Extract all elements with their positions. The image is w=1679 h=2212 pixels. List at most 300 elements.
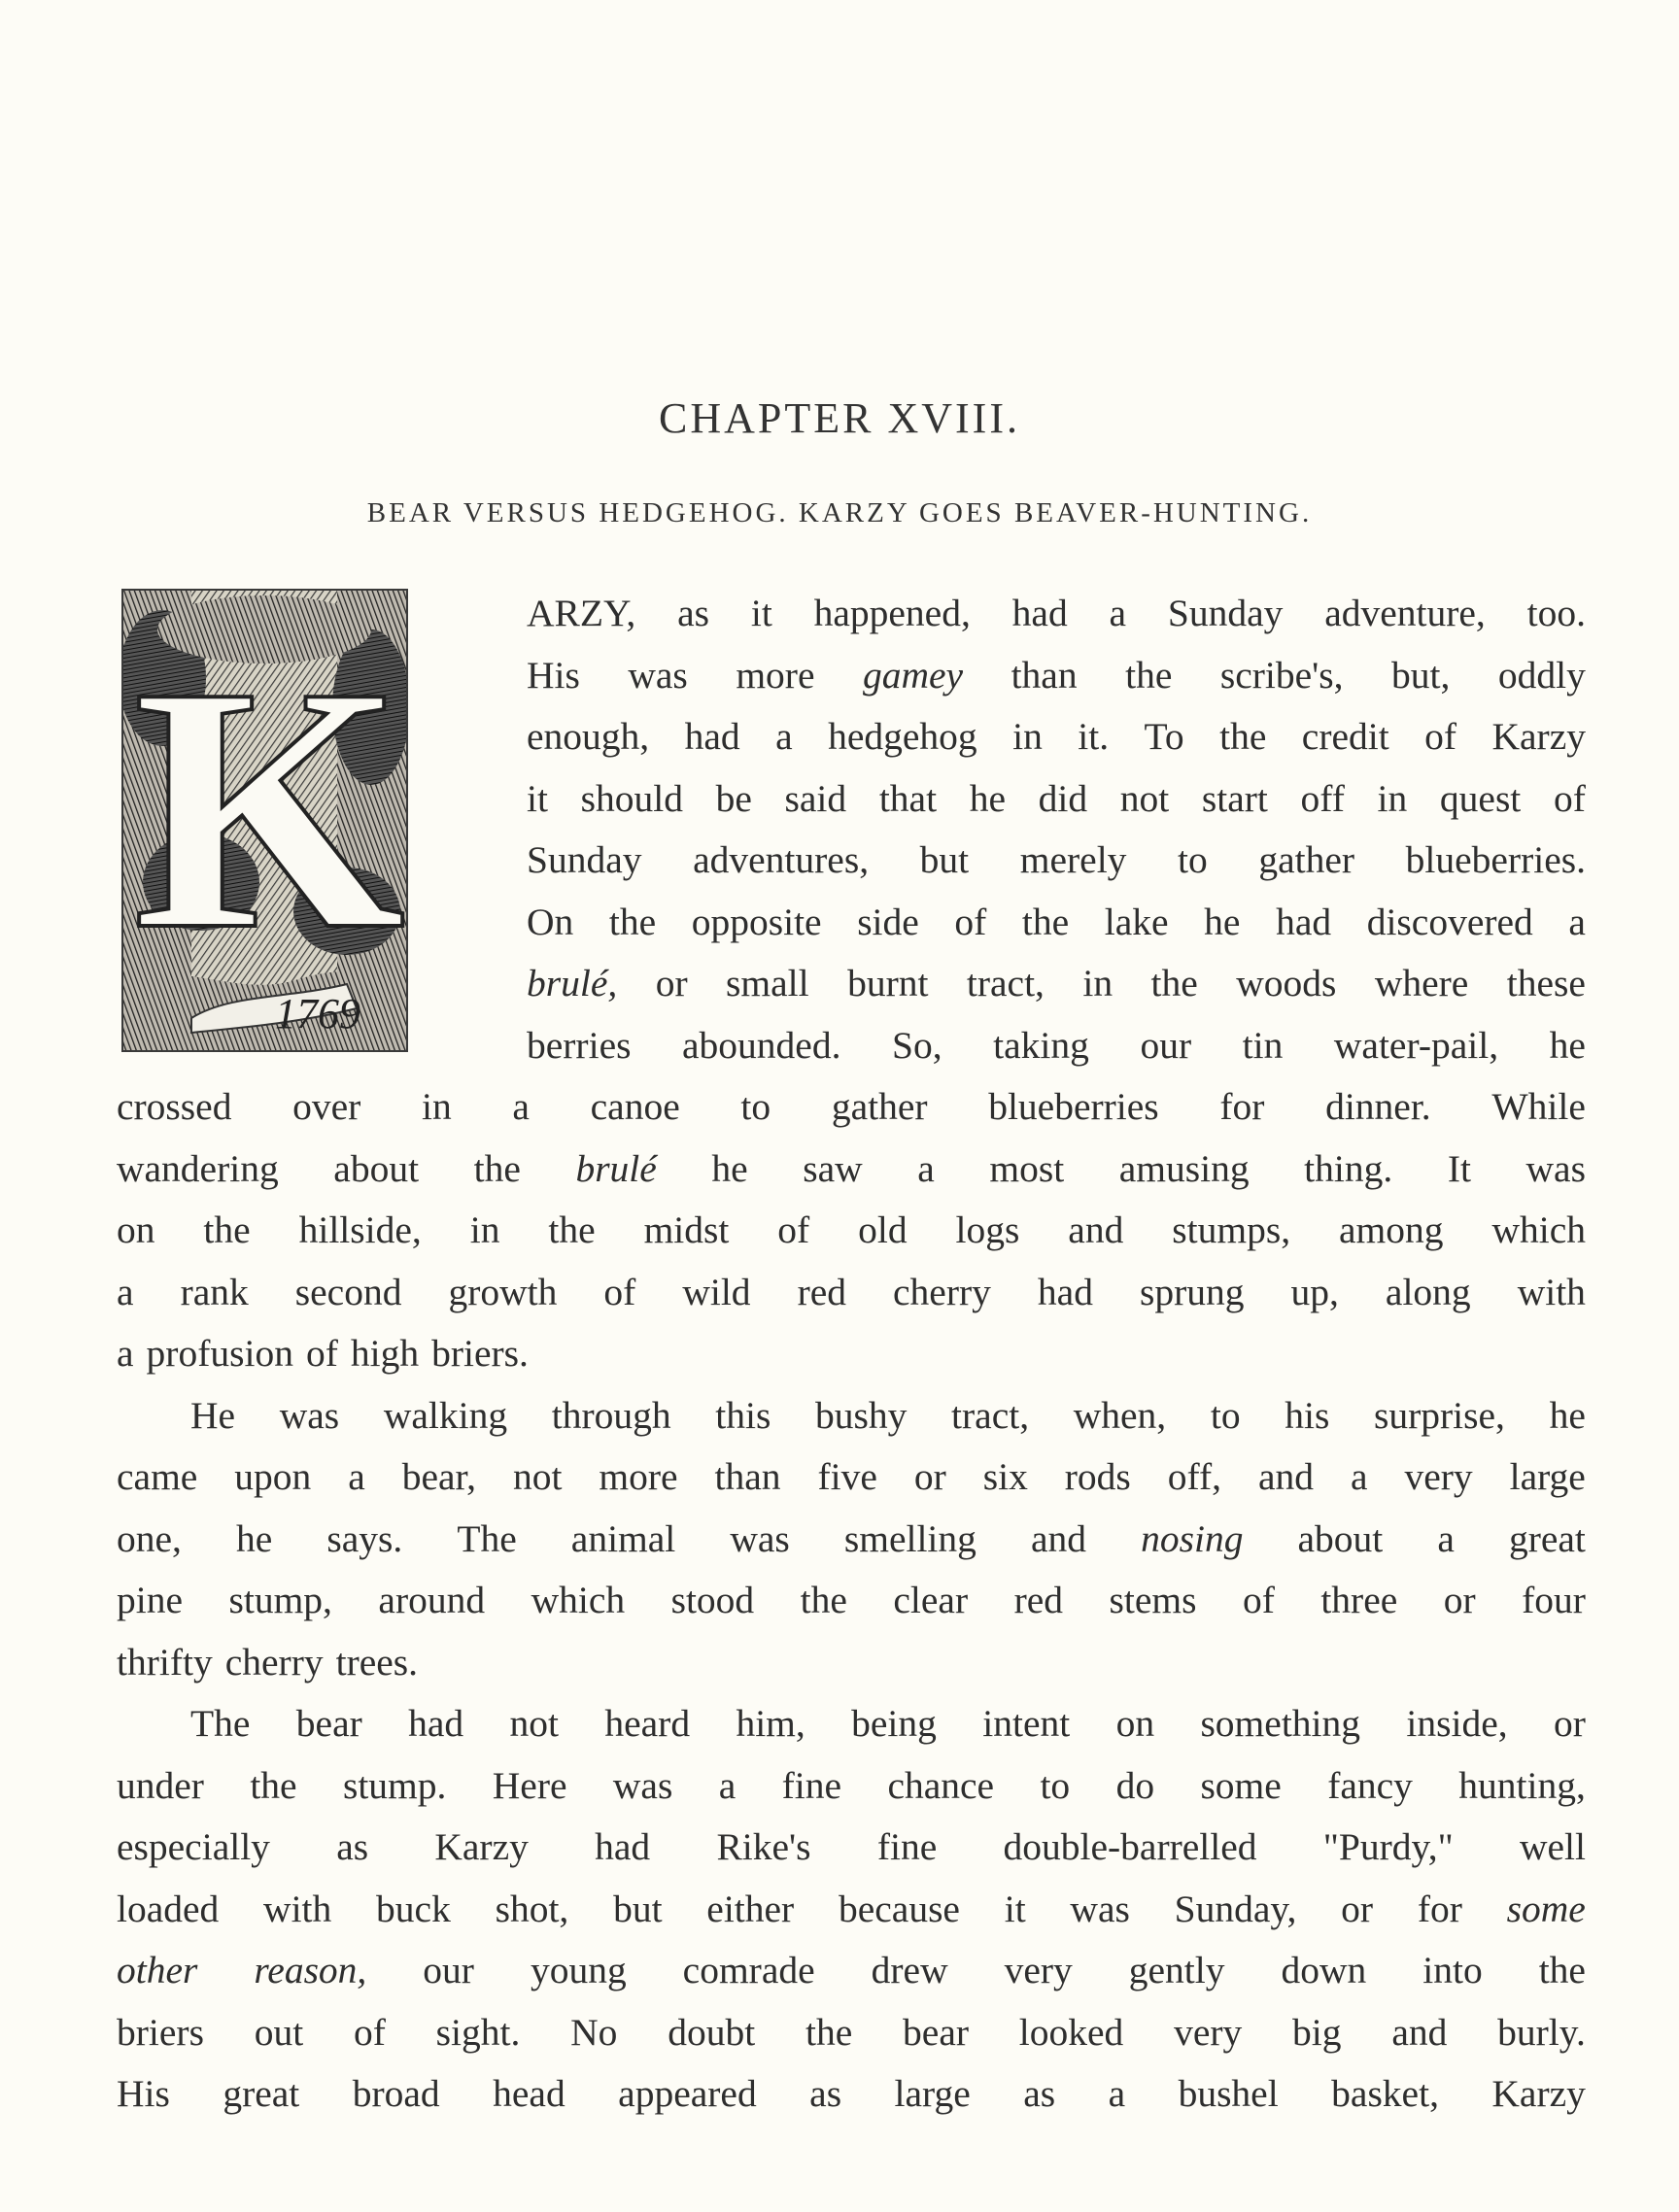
word: down [1281, 1949, 1367, 1991]
word: these [1506, 962, 1586, 1004]
word: not [509, 1702, 559, 1745]
word: Here [492, 1763, 567, 1807]
word: other [117, 1949, 198, 1991]
word: berries [527, 1023, 632, 1067]
word: oddly [1497, 653, 1586, 697]
word: for [1417, 1887, 1462, 1930]
word: on [1115, 1702, 1155, 1745]
word: the [1538, 1949, 1586, 1991]
text-line [117, 1817, 1586, 1879]
word: abounded. [682, 1023, 841, 1067]
word: or [1443, 1579, 1476, 1621]
word: stumps, [1172, 1208, 1291, 1251]
word: he [1549, 1393, 1586, 1437]
word: but [919, 838, 970, 881]
word: being [851, 1702, 937, 1745]
word: had [1011, 592, 1068, 634]
word: about [333, 1146, 420, 1190]
word: very [1174, 2010, 1243, 2054]
text-line [117, 1385, 1586, 1447]
word: or [655, 962, 688, 1004]
word: the [548, 1208, 596, 1251]
word: broad [352, 2072, 440, 2115]
word: clear [893, 1579, 969, 1621]
word: especially [117, 1825, 270, 1868]
word: loaded [117, 1887, 220, 1930]
word: large [1509, 1455, 1586, 1498]
word: bear [903, 2010, 969, 2054]
word: red [797, 1270, 846, 1313]
word: a [117, 1332, 134, 1375]
word: Karzy [1491, 715, 1586, 758]
word: as [809, 2072, 842, 2115]
word: which [531, 1579, 626, 1621]
word: blueberries [988, 1085, 1159, 1128]
word: a [512, 1085, 530, 1128]
word: says. [326, 1516, 403, 1560]
chapter-title: CHAPTER XVIII. [659, 394, 1020, 442]
word: most [989, 1146, 1065, 1190]
word: off [1300, 776, 1345, 820]
word: bear [295, 1702, 362, 1745]
word: one, [117, 1516, 182, 1560]
word: in [1082, 962, 1114, 1004]
word: On [527, 900, 574, 943]
word: do [1115, 1763, 1155, 1807]
word: a [718, 1763, 737, 1807]
word: wild [682, 1270, 751, 1313]
word: burnt [847, 962, 929, 1004]
word: of [954, 900, 987, 943]
word: gently [1128, 1949, 1225, 1991]
word: a [1108, 2072, 1126, 2115]
word: canoe [590, 1085, 680, 1128]
word: around [378, 1579, 486, 1621]
word: not [512, 1455, 563, 1498]
text-line [117, 892, 1586, 954]
word: was [612, 1763, 673, 1807]
word: dinner. [1325, 1085, 1431, 1128]
word: hillside, [298, 1208, 422, 1251]
word: lake [1104, 900, 1169, 943]
word: pine [117, 1579, 184, 1621]
word: was [628, 653, 688, 697]
word: large [894, 2072, 971, 2115]
text-line [117, 645, 1586, 707]
word: three [1320, 1579, 1398, 1621]
word: midst [643, 1208, 730, 1251]
word: Sunday [1167, 592, 1284, 634]
word: opposite [691, 900, 822, 943]
word: logs [955, 1208, 1020, 1251]
word: the [1021, 900, 1070, 943]
text-line [117, 830, 1586, 892]
word: To [1144, 715, 1184, 758]
word: about [1297, 1516, 1384, 1560]
word: said [784, 776, 847, 820]
word: upon [234, 1455, 312, 1498]
word: surprise, [1374, 1393, 1505, 1437]
word: very [1004, 1949, 1073, 1991]
word: some [1506, 1887, 1586, 1930]
word: tract, [951, 1393, 1030, 1437]
word: wandering [117, 1146, 279, 1190]
word: with [1517, 1270, 1586, 1313]
word: a [1437, 1516, 1455, 1560]
word: his [1285, 1393, 1330, 1437]
word: but, [1391, 653, 1451, 697]
word: trees. [335, 1640, 419, 1684]
word: a [1568, 900, 1586, 943]
word: of [1553, 776, 1586, 820]
word: up, [1290, 1270, 1339, 1313]
word: where [1374, 962, 1469, 1004]
word: the [608, 900, 657, 943]
word: buck [376, 1887, 451, 1930]
word: scribe's, [1219, 653, 1344, 697]
word: ARZY, [527, 592, 636, 634]
word: "Purdy," [1322, 1825, 1454, 1868]
word: Sunday [527, 838, 642, 881]
word: as [336, 1825, 369, 1868]
word: through [551, 1393, 671, 1437]
word: for [1219, 1085, 1265, 1128]
text-line [117, 1446, 1586, 1509]
word: brulé [575, 1146, 657, 1190]
word: His [527, 653, 580, 697]
word: when, [1073, 1393, 1167, 1437]
word: stood [670, 1579, 755, 1621]
word: bear, [401, 1455, 476, 1498]
word: fine [876, 1825, 938, 1868]
word: too. [1526, 592, 1586, 634]
word: great [1508, 1516, 1586, 1560]
word: His [117, 2072, 170, 2115]
word: well [1519, 1825, 1586, 1868]
word: taking [993, 1023, 1089, 1067]
word: a [348, 1455, 365, 1498]
word: it [1004, 1887, 1026, 1930]
word: The [190, 1702, 251, 1745]
word: had [1276, 900, 1332, 943]
text-line [117, 2002, 1586, 2064]
word: It [1447, 1146, 1471, 1190]
word: over [292, 1085, 361, 1128]
word: than [714, 1455, 781, 1498]
text-line [117, 1693, 1586, 1755]
word: he [235, 1516, 273, 1560]
word: rods [1064, 1455, 1131, 1498]
word: or [1553, 1702, 1586, 1745]
word: amusing [1118, 1146, 1250, 1190]
text-line [117, 1139, 1586, 1201]
word: the [800, 1579, 847, 1621]
word: him, [736, 1702, 805, 1745]
word: was [1070, 1887, 1130, 1930]
word: he [711, 1146, 748, 1190]
word: of [353, 2010, 386, 2054]
word: Karzy [434, 1825, 529, 1868]
word: the [1150, 962, 1198, 1004]
word: or [1341, 1887, 1374, 1930]
word: along [1385, 1270, 1471, 1313]
word: among [1339, 1208, 1444, 1251]
word: than [1011, 653, 1078, 697]
word: appeared [618, 2072, 757, 2115]
word: the [473, 1146, 521, 1190]
word: of [1242, 1579, 1275, 1621]
text-line [117, 706, 1586, 768]
word: should [580, 776, 683, 820]
word: he [1204, 900, 1241, 943]
word: Rike's [716, 1825, 811, 1868]
word: So, [892, 1023, 942, 1067]
word: he [1549, 1023, 1586, 1067]
word: because [838, 1887, 960, 1930]
word: sprung [1139, 1270, 1245, 1313]
word: enough, [527, 715, 650, 758]
word: it [527, 776, 548, 820]
word: While [1491, 1085, 1586, 1128]
word: thing. [1304, 1146, 1393, 1190]
word: fine [781, 1763, 842, 1807]
word: briers [117, 2010, 204, 2054]
word: The [457, 1516, 517, 1560]
word: profusion [146, 1332, 293, 1375]
word: Karzy [1491, 2072, 1586, 2115]
word: woods [1236, 962, 1337, 1004]
word: sight. [435, 2010, 521, 2054]
word: second [294, 1270, 402, 1313]
word: out [254, 2010, 304, 2054]
word: reason, [254, 1949, 367, 1991]
word: on [117, 1208, 155, 1251]
word: did [1038, 776, 1088, 820]
word: thrifty [117, 1640, 213, 1684]
word: and [1257, 1455, 1314, 1498]
word: stems [1109, 1579, 1197, 1621]
word: a [917, 1146, 935, 1190]
word: six [982, 1455, 1028, 1498]
word: gather [1258, 838, 1355, 881]
word: and [1068, 1208, 1124, 1251]
text-line [117, 1076, 1586, 1139]
word: adventures, [693, 838, 870, 881]
word: it. [1078, 715, 1110, 758]
word: burly. [1497, 2010, 1586, 2054]
word: of [1424, 715, 1457, 758]
word: No [570, 2010, 618, 2054]
word: stump. [342, 1763, 447, 1807]
word: a [1109, 592, 1127, 634]
word: and [1030, 1516, 1087, 1560]
text-line [117, 2063, 1586, 2126]
word: a [775, 715, 793, 758]
word: adventure, [1324, 592, 1486, 634]
word: old [858, 1208, 908, 1251]
word: gather [831, 1085, 928, 1128]
word: crossed [117, 1085, 232, 1128]
text-line [117, 1632, 1586, 1694]
text-line [117, 1570, 1586, 1632]
word: of [305, 1332, 338, 1375]
text-line [117, 1200, 1586, 1262]
word: the [250, 1763, 297, 1807]
word: our [423, 1949, 474, 1991]
text-line [117, 1262, 1586, 1324]
drop-cap-date: 1769 [275, 990, 360, 1038]
word: not [1119, 776, 1170, 820]
word: cherry [893, 1270, 991, 1313]
word: this [715, 1393, 771, 1437]
word: double-barrelled [1003, 1825, 1257, 1868]
word: with [263, 1887, 332, 1930]
word: growth [448, 1270, 558, 1313]
text-line [117, 1323, 1586, 1385]
word: in [1377, 776, 1408, 820]
word: animal [570, 1516, 676, 1560]
word: hedgehog [828, 715, 977, 758]
word: in [1012, 715, 1043, 758]
text-line [117, 583, 1586, 645]
word: great [223, 2072, 300, 2115]
word: looked [1018, 2010, 1124, 2054]
word: had [595, 1825, 651, 1868]
word: doubt [668, 2010, 756, 2054]
word: saw [803, 1146, 863, 1190]
word: four [1522, 1579, 1586, 1621]
word: the [1219, 715, 1267, 758]
word: discovered [1366, 900, 1533, 943]
word: tract, [966, 962, 1045, 1004]
word: was [730, 1516, 790, 1560]
word: off, [1167, 1455, 1221, 1498]
word: under [117, 1763, 204, 1807]
word: high [350, 1332, 420, 1375]
word: shot, [495, 1887, 569, 1930]
text-line [117, 953, 1586, 1015]
word: water-pail, [1333, 1023, 1499, 1067]
word: as [1023, 2072, 1056, 2115]
word: rank [180, 1270, 249, 1313]
word: the [203, 1208, 251, 1251]
word: came [117, 1455, 198, 1498]
word: had [684, 715, 740, 758]
text-line [117, 1940, 1586, 2002]
text-line [117, 1879, 1586, 1941]
word: credit [1301, 715, 1389, 758]
word: He [190, 1393, 236, 1437]
word: blueberries. [1405, 838, 1586, 881]
word: brulé, [527, 962, 618, 1004]
word: tin [1242, 1023, 1284, 1067]
word: big [1292, 2010, 1342, 2054]
word: be [715, 776, 752, 820]
word: young [530, 1949, 627, 1991]
word: our [1140, 1023, 1192, 1067]
word: more [736, 653, 815, 697]
word: but [613, 1887, 663, 1930]
word: which [1491, 1208, 1586, 1251]
word: fancy [1327, 1763, 1413, 1807]
text-line [117, 768, 1586, 831]
word: into [1422, 1949, 1483, 1991]
text-line [117, 1015, 1586, 1077]
word: comrade [682, 1949, 815, 1991]
word: either [706, 1887, 795, 1930]
word: bushy [815, 1393, 908, 1437]
word: smelling [843, 1516, 977, 1560]
text-line [117, 1509, 1586, 1571]
word: of [603, 1270, 636, 1313]
chapter-subtitle: BEAR VERSUS HEDGEHOG. KARZY GOES BEAVER-HUNTING. [366, 497, 1313, 528]
word: in [469, 1208, 500, 1251]
word: that [878, 776, 938, 820]
word: inside, [1406, 1702, 1508, 1745]
word: hunting, [1458, 1763, 1586, 1807]
word: more [599, 1455, 678, 1498]
word: to [1210, 1393, 1241, 1437]
word: had [1037, 1270, 1093, 1313]
word: a [1350, 1455, 1368, 1498]
word: he [969, 776, 1006, 820]
word: nosing [1141, 1516, 1244, 1560]
word: was [1525, 1146, 1586, 1190]
word: the [805, 2010, 853, 2054]
word: was [279, 1393, 340, 1437]
word: small [726, 962, 809, 1004]
word: red [1013, 1579, 1064, 1621]
word: had [408, 1702, 464, 1745]
body-text [117, 583, 1586, 2126]
word: briers. [431, 1332, 529, 1375]
word: basket, [1331, 2072, 1439, 2115]
word: to [1178, 838, 1208, 881]
word: in [422, 1085, 452, 1128]
word: intent [982, 1702, 1071, 1745]
word: side [857, 900, 919, 943]
word: to [740, 1085, 771, 1128]
word: cherry [224, 1640, 324, 1684]
word: happened, [813, 592, 971, 634]
word: or [913, 1455, 946, 1498]
word: to [1040, 1763, 1071, 1807]
word: quest [1439, 776, 1522, 820]
word: bushel [1178, 2072, 1279, 2115]
word: of [777, 1208, 810, 1251]
word: stump, [228, 1579, 332, 1621]
word: merely [1019, 838, 1127, 881]
word: heard [604, 1702, 691, 1745]
word: something [1200, 1702, 1361, 1745]
word: some [1200, 1763, 1282, 1807]
word: Sunday, [1174, 1887, 1297, 1930]
word: and [1391, 2010, 1448, 2054]
word: head [493, 2072, 565, 2115]
word: drew [871, 1949, 948, 1991]
word: a [117, 1270, 134, 1313]
word: very [1404, 1455, 1473, 1498]
word: it [750, 592, 772, 634]
word: gamey [862, 653, 964, 697]
word: start [1201, 776, 1268, 820]
word: the [1125, 653, 1173, 697]
drop-cap-letter: K [132, 614, 406, 1002]
word: as [677, 592, 710, 634]
word: five [817, 1455, 877, 1498]
word: chance [887, 1763, 995, 1807]
text-line [117, 1755, 1586, 1818]
